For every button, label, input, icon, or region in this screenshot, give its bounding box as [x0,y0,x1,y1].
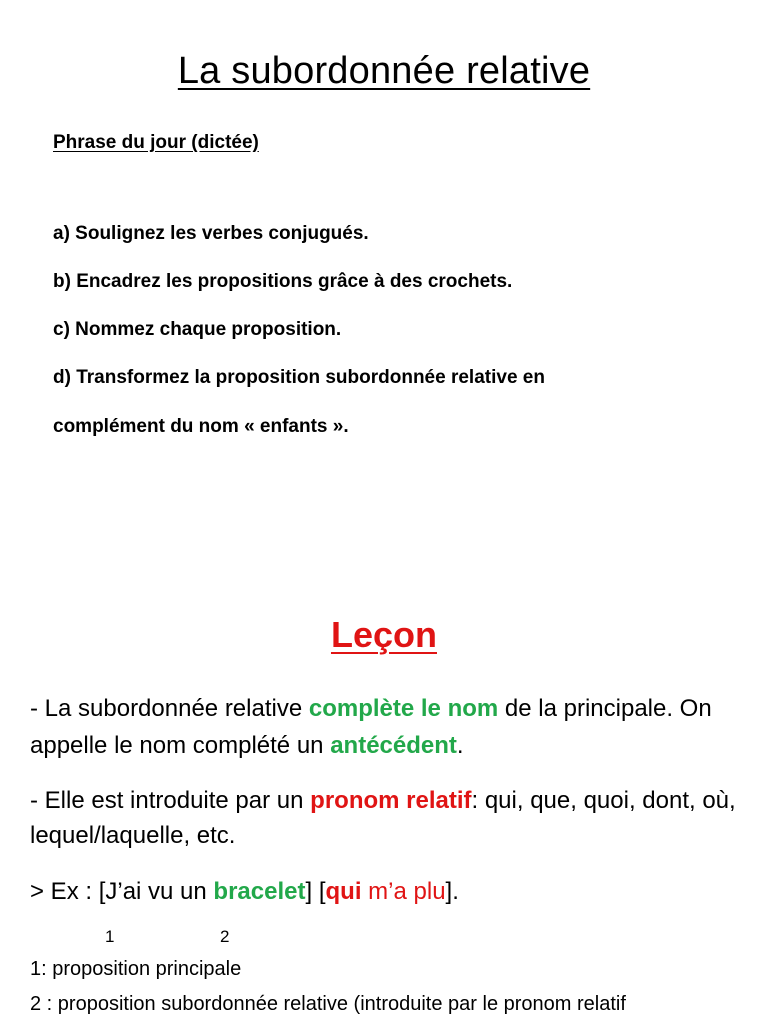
exercise-block [53,133,545,452]
lesson-p1-highlight-complete: complète le nom [308,695,499,722]
example-antecedent: bracelet [213,878,306,905]
example-text-1: > Ex : [J’ai vu un [30,878,214,905]
lesson-example [30,873,750,910]
exercise-item-b: b) Encadrez les propositions grâce à des crochets. [53,271,513,292]
example-text-3: ]. [445,878,459,905]
page-title: La subordonnée relative [177,50,591,92]
lesson-p1-text-1: - La subordonnée relative [30,695,309,722]
lesson-p2-text-2: : qui, que, quoi, dont, où, lequel/laquelle, etc. [30,787,736,849]
lesson-p1-text-2: de la principale. On appelle le nom complété un [30,695,712,759]
proposition-number-2: 2 [220,927,230,946]
lesson-p1-text-3: . [456,732,464,759]
exercise-heading: Phrase du jour (dictée) [53,132,259,153]
exercise-item-d-continued: complément du nom « enfants ». [53,416,349,437]
example-text-2: ] [ [305,878,326,905]
lesson-paragraph-2 [30,783,750,853]
exercise-item-c: c) Nommez chaque proposition. [53,319,342,340]
lesson-p2-text-1: - Elle est introduite par un [30,787,311,814]
lesson-paragraph-1 [30,690,750,764]
legend-subordonnee: 2 : proposition subordonnée relative (introduite par le pronom relatif [30,993,626,1015]
exercise-item-a: a) Soulignez les verbes conjugués. [53,223,369,244]
example-pronoun: qui [325,878,362,905]
lesson-title: Leçon [330,614,437,655]
lesson-p2-highlight-pronom: pronom relatif [310,787,472,814]
example-relative-rest: m’a plu [361,878,446,905]
lesson-p1-highlight-antecedent: antécédent [330,732,457,759]
legend-principale: 1: proposition principale [30,958,242,980]
exercise-item-d: d) Transformez la proposition subordonnée relative en [53,367,545,388]
proposition-number-1: 1 [105,927,115,946]
